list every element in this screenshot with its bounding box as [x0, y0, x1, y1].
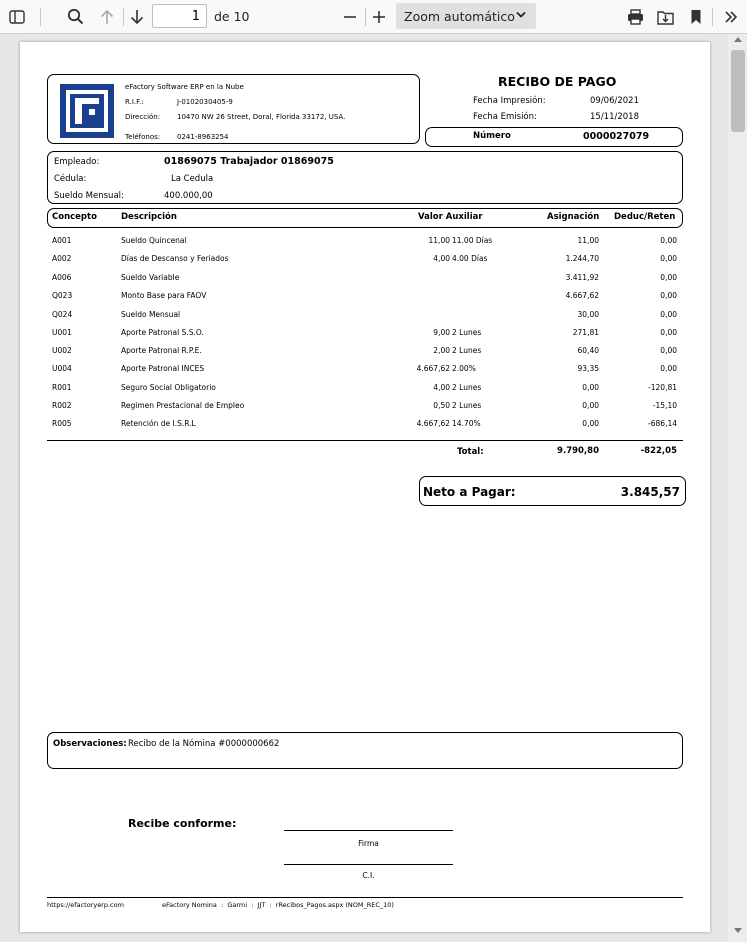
table-row — [20, 364, 710, 376]
row-aux-unit: 2.00% — [452, 364, 476, 373]
row-aux-value: 4,00 — [433, 383, 450, 392]
find-button[interactable] — [62, 0, 88, 33]
company-name: eFactory Software ERP en la Nube — [125, 83, 244, 91]
footer-info: eFactory Nomina : Garmi : JJT : rRecibos_Pagos.aspx (NOM_REC_10) — [162, 901, 394, 909]
previous-page-button[interactable] — [94, 0, 120, 33]
row-code: U002 — [52, 346, 72, 355]
arrow-down-icon — [130, 9, 144, 25]
zoom-out-button[interactable] — [338, 0, 362, 33]
zoom-select-value: Zoom automático — [404, 8, 515, 24]
row-code: U001 — [52, 328, 72, 337]
row-description: Seguro Social Obligatorio — [121, 383, 216, 392]
receive-label: Recibe conforme: — [128, 817, 237, 830]
row-aux-value: 4.667,62 — [416, 364, 450, 373]
table-row — [20, 236, 710, 248]
id-line — [284, 864, 453, 865]
scroll-up-icon[interactable] — [734, 36, 742, 42]
bookmark-icon — [690, 9, 702, 25]
row-deduction: -120,81 — [648, 383, 677, 392]
next-page-button[interactable] — [124, 0, 150, 33]
row-deduction: 0,00 — [660, 328, 677, 337]
row-assignment: 60,40 — [577, 346, 599, 355]
row-deduction: -686,14 — [648, 419, 677, 428]
phone-value: 0241-8963254 — [177, 133, 229, 141]
row-deduction: 0,00 — [660, 254, 677, 263]
table-row — [20, 291, 710, 303]
row-deduction: 0,00 — [660, 291, 677, 300]
phone-label: Teléfonos: — [125, 133, 161, 141]
row-description: Sueldo Variable — [121, 273, 180, 282]
row-aux-value: 2,00 — [433, 346, 450, 355]
row-code: R002 — [52, 401, 72, 410]
signature-label: Firma — [358, 839, 379, 848]
row-aux-value: 4.667,62 — [416, 419, 450, 428]
scroll-down-icon[interactable] — [734, 928, 742, 934]
row-aux-unit: 4.00 Días — [452, 254, 488, 263]
salary-value: 400.000,00 — [164, 191, 213, 201]
address-label: Dirección: — [125, 113, 161, 121]
print-button[interactable] — [622, 0, 648, 33]
row-description: Días de Descanso y Feriados — [121, 254, 229, 263]
id-value: La Cedula — [171, 174, 214, 184]
minus-icon — [343, 10, 357, 24]
row-aux-unit: 11.00 Días — [452, 236, 493, 245]
row-aux-value: 11,00 — [428, 236, 450, 245]
footer-divider — [47, 897, 683, 898]
pdf-toolbar — [0, 0, 747, 34]
efactory-logo — [60, 84, 114, 138]
row-deduction: -15,10 — [652, 401, 677, 410]
row-description: Sueldo Mensual — [121, 310, 181, 319]
table-row — [20, 401, 710, 413]
issue-date-value: 15/11/2018 — [590, 112, 639, 122]
plus-icon — [372, 10, 386, 24]
save-icon — [657, 9, 674, 25]
row-description: Aporte Patronal S.S.O. — [121, 328, 204, 337]
row-code: R001 — [52, 383, 72, 392]
vertical-scrollbar[interactable] — [728, 34, 747, 942]
header-assignment: Asignación — [547, 212, 600, 222]
row-code: A002 — [52, 254, 72, 263]
header-description: Descripción — [121, 212, 177, 222]
row-assignment: 0,00 — [582, 419, 599, 428]
row-code: U004 — [52, 364, 72, 373]
row-description: Regimen Prestacional de Empleo — [121, 401, 245, 410]
employee-value: 01869075 Trabajador 01869075 — [164, 156, 334, 167]
print-date-value: 09/06/2021 — [590, 96, 639, 106]
table-row — [20, 310, 710, 322]
row-code: R005 — [52, 419, 72, 428]
zoom-select[interactable] — [396, 3, 536, 29]
rif-label: R.I.F.: — [125, 98, 144, 106]
row-assignment: 271,81 — [572, 328, 599, 337]
receipt-number-value: 0000027079 — [583, 131, 650, 142]
double-chevron-right-icon — [724, 10, 738, 24]
receipt-number-label: Número — [473, 131, 511, 141]
row-assignment: 11,00 — [577, 236, 599, 245]
observations-label: Observaciones: — [53, 739, 127, 749]
row-code: Q024 — [52, 310, 73, 319]
employee-box — [47, 151, 683, 204]
print-date-label: Fecha Impresión: — [473, 96, 546, 106]
pdf-page — [20, 42, 710, 932]
header-deduction: Deduc/Reten — [614, 212, 676, 222]
footer-url: https://efactoryerp.com — [47, 901, 124, 909]
row-code: A001 — [52, 236, 72, 245]
row-deduction: 0,00 — [660, 236, 677, 245]
header-aux-value: Valor Auxiliar — [418, 212, 483, 222]
sidebar-toggle-button[interactable] — [4, 0, 30, 33]
row-assignment: 0,00 — [582, 383, 599, 392]
employee-label: Empleado: — [54, 157, 100, 167]
totals-divider — [47, 440, 683, 441]
arrow-up-icon — [100, 9, 114, 25]
row-aux-unit: 2 Lunes — [452, 328, 482, 337]
observations-value: Recibo de la Nómina #0000000662 — [128, 739, 280, 749]
receipt-title: RECIBO DE PAGO — [498, 74, 617, 89]
row-assignment: 4.667,62 — [565, 291, 599, 300]
signature-line — [284, 830, 453, 831]
id-line-label: C.I. — [362, 871, 375, 880]
row-description: Retención de I.S.R.L — [121, 419, 196, 428]
table-row — [20, 273, 710, 285]
bookmark-button[interactable] — [683, 0, 709, 33]
total-deduction: -822,05 — [640, 446, 677, 456]
row-aux-unit: 2 Lunes — [452, 383, 482, 392]
header-concept: Concepto — [52, 212, 97, 222]
salary-label: Sueldo Mensual: — [54, 191, 124, 201]
total-assignment: 9.790,80 — [557, 446, 599, 456]
row-description: Sueldo Quincenal — [121, 236, 187, 245]
table-row — [20, 383, 710, 395]
page-number-input[interactable] — [152, 4, 207, 28]
net-pay-value: 3.845,57 — [620, 485, 680, 499]
sidebar-icon — [9, 10, 25, 24]
table-row — [20, 346, 710, 358]
table-row — [20, 328, 710, 340]
row-deduction: 0,00 — [660, 273, 677, 282]
row-deduction: 0,00 — [660, 346, 677, 355]
chevron-down-icon — [516, 11, 526, 19]
row-description: Monto Base para FAOV — [121, 291, 207, 300]
row-assignment: 93,35 — [577, 364, 599, 373]
table-row — [20, 254, 710, 266]
id-label: Cédula: — [54, 174, 87, 184]
print-icon — [627, 9, 644, 25]
row-code: Q023 — [52, 291, 73, 300]
row-aux-unit: 14.70% — [452, 419, 481, 428]
row-deduction: 0,00 — [660, 364, 677, 373]
tools-menu-button[interactable] — [718, 0, 744, 33]
row-assignment: 0,00 — [582, 401, 599, 410]
download-button[interactable] — [652, 0, 678, 33]
table-row — [20, 419, 710, 431]
row-assignment: 30,00 — [577, 310, 599, 319]
row-deduction: 0,00 — [660, 310, 677, 319]
row-aux-unit: 2 Lunes — [452, 346, 482, 355]
address-value: 10470 NW 26 Street, Doral, Florida 33172, USA. — [177, 113, 346, 121]
total-label: Total: — [457, 447, 484, 457]
row-description: Aporte Patronal R.P.E. — [121, 346, 202, 355]
row-description: Aporte Patronal INCES — [121, 364, 205, 373]
row-assignment: 3.411,92 — [565, 273, 599, 282]
row-code: A006 — [52, 273, 72, 282]
scrollbar-thumb[interactable] — [731, 50, 745, 132]
rif-value: J-0102030405-9 — [177, 98, 233, 106]
net-pay-label: Neto a Pagar: — [423, 485, 516, 499]
search-icon — [67, 8, 84, 25]
row-aux-unit: 2 Lunes — [452, 401, 482, 410]
page-count: de 10 — [214, 9, 250, 24]
row-assignment: 1.244,70 — [565, 254, 599, 263]
row-aux-value: 9,00 — [433, 328, 450, 337]
observations-box — [47, 732, 683, 769]
row-aux-value: 0,50 — [433, 401, 450, 410]
row-aux-value: 4,00 — [433, 254, 450, 263]
issue-date-label: Fecha Emisión: — [473, 112, 537, 122]
zoom-in-button[interactable] — [367, 0, 391, 33]
